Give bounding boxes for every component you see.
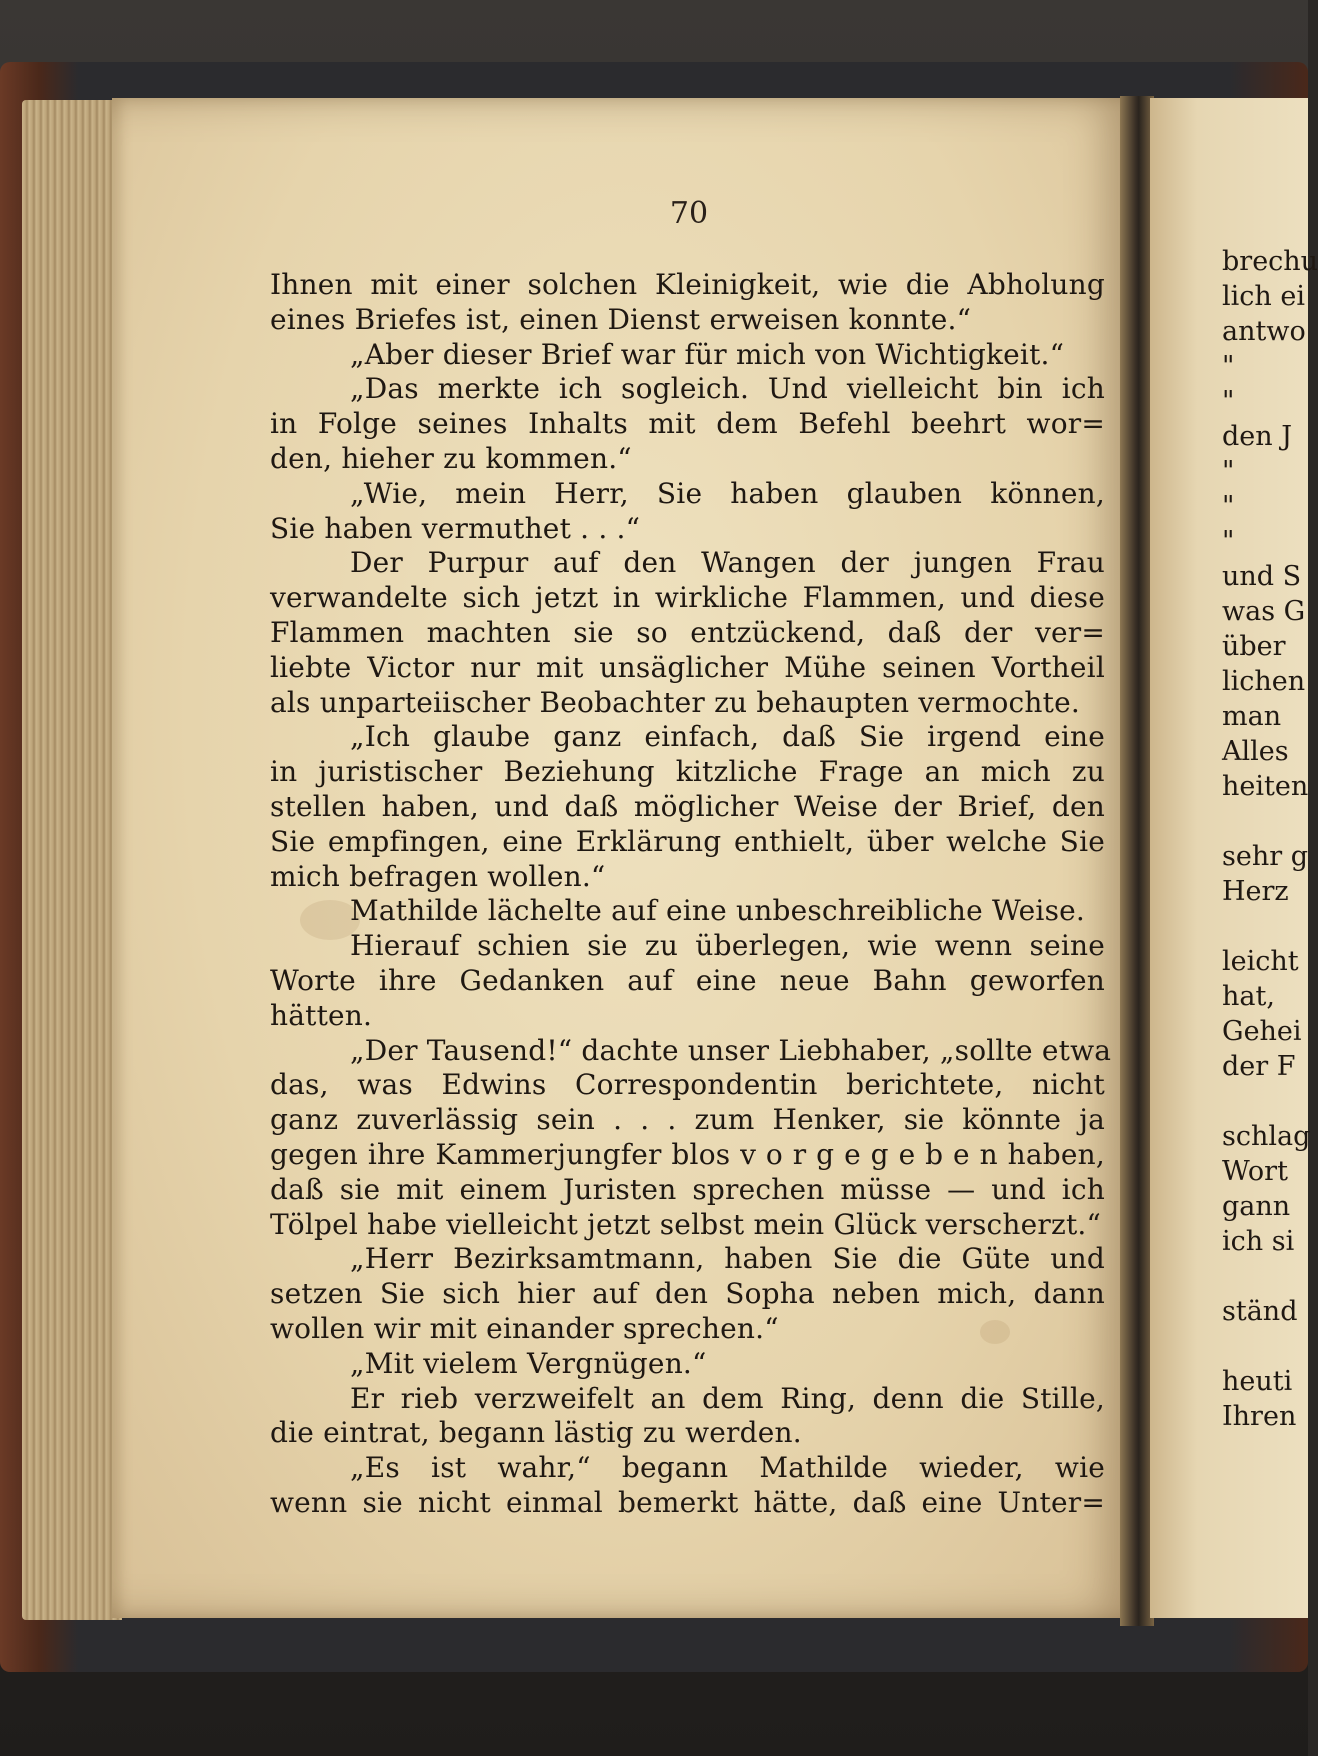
right-page-line bbox=[1222, 909, 1312, 944]
right-page-line: " bbox=[1222, 386, 1235, 417]
right-page-line: brechu bbox=[1222, 246, 1318, 277]
right-page-line bbox=[1222, 1259, 1312, 1294]
right-page-line: sehr g bbox=[1222, 841, 1308, 872]
right-page-line: gann bbox=[1222, 1191, 1291, 1222]
text-line: „Mit vielem Vergnügen.“ bbox=[350, 1346, 707, 1380]
right-page-line: über bbox=[1222, 631, 1286, 662]
text-line: ganz zuverlässig sein . . . zum Henker, sie könnte ja bbox=[270, 1103, 1105, 1137]
text-line: daß sie mit einem Juristen sprechen müsse — und ich bbox=[270, 1172, 1105, 1206]
text-line: Sie empfingen, eine Erklärung enthielt, über welche Sie bbox=[270, 824, 1105, 858]
right-page-text-fragments bbox=[1222, 244, 1318, 1434]
right-page-line: was G bbox=[1222, 596, 1306, 627]
text-line: setzen Sie sich hier auf den Sopha neben mich, dann bbox=[270, 1277, 1105, 1311]
text-line: gegen ihre Kammerjungfer blos v o r g e g e b e n haben, bbox=[270, 1137, 1105, 1171]
right-page-line: Alles bbox=[1222, 736, 1289, 767]
text-line: in Folge seines Inhalts mit dem Befehl beehrt wor= bbox=[270, 407, 1105, 441]
right-page-line: ständ bbox=[1222, 1296, 1298, 1327]
right-page-line: heuti bbox=[1222, 1366, 1293, 1397]
text-line: hätten. bbox=[270, 998, 373, 1032]
right-page-line: Wort bbox=[1222, 1156, 1288, 1187]
right-page-line: lich ei bbox=[1222, 281, 1305, 312]
text-line: stellen haben, und daß möglicher Weise der Brief, den bbox=[270, 789, 1105, 823]
left-page-text bbox=[270, 268, 1112, 1521]
text-line: Hierauf schien sie zu überlegen, wie wenn seine bbox=[350, 929, 1105, 963]
page-number: 70 bbox=[669, 196, 709, 231]
text-line: „Es ist wahr,“ begann Mathilde wieder, wie bbox=[350, 1451, 1105, 1485]
right-page-line: ich si bbox=[1222, 1226, 1295, 1257]
text-line: wollen wir mit einander sprechen.“ bbox=[270, 1311, 779, 1345]
right-page-line: " bbox=[1222, 456, 1235, 487]
right-page-line bbox=[1222, 804, 1312, 839]
right-page-line: " bbox=[1222, 526, 1235, 557]
text-line: mich befragen wollen.“ bbox=[270, 859, 606, 893]
right-page-line bbox=[1222, 1329, 1312, 1364]
right-page-line: " bbox=[1222, 491, 1235, 522]
text-line: Worte ihre Gedanken auf eine neue Bahn geworfen bbox=[270, 963, 1105, 997]
right-page-line: " bbox=[1222, 351, 1235, 382]
right-page-line: antwo bbox=[1222, 316, 1306, 347]
text-line: in juristischer Beziehung kitzliche Frage an mich zu bbox=[270, 755, 1105, 789]
right-page-line: und S bbox=[1222, 561, 1302, 592]
text-line: Ihnen mit einer solchen Kleinigkeit, wie die Abholung bbox=[270, 268, 1105, 301]
page-edges bbox=[22, 100, 122, 1620]
text-line: das, was Edwins Correspondentin berichtete, nicht bbox=[270, 1068, 1105, 1102]
right-page-line: lichen bbox=[1222, 666, 1306, 697]
text-line: verwandelte sich jetzt in wirkliche Flammen, und diese bbox=[270, 581, 1105, 615]
text-line: liebte Victor nur mit unsäglicher Mühe seinen Vortheil bbox=[270, 650, 1105, 684]
text-line: die eintrat, begann lästig zu werden. bbox=[270, 1416, 802, 1450]
right-page-line: Herz bbox=[1222, 876, 1289, 907]
text-line: „Herr Bezirksamtmann, haben Sie die Güte und bbox=[350, 1242, 1105, 1276]
text-line: Der Purpur auf den Wangen der jungen Frau bbox=[350, 546, 1105, 580]
right-page-line: Ihren bbox=[1222, 1401, 1297, 1432]
text-line: als unparteiischer Beobachter zu behaupten vermochte. bbox=[270, 685, 1080, 719]
text-line: Sie haben vermuthet . . .“ bbox=[270, 511, 641, 545]
text-line: „Der Tausend!“ dachte unser Liebhaber, „sollte etwa bbox=[350, 1033, 1112, 1067]
right-page-line bbox=[1222, 1084, 1312, 1119]
text-line: „Aber dieser Brief war für mich von Wichtigkeit.“ bbox=[350, 337, 1065, 371]
text-line: „Ich glaube ganz einfach, daß Sie irgend eine bbox=[350, 720, 1105, 754]
right-page-line: den J bbox=[1222, 421, 1293, 452]
text-line: „Das merkte ich sogleich. Und vielleicht bin ich bbox=[350, 372, 1105, 406]
text-line: Flammen machten sie so entzückend, daß der ver= bbox=[270, 615, 1105, 649]
text-line: den, hieher zu kommen.“ bbox=[270, 441, 632, 475]
right-page-line: der F bbox=[1222, 1051, 1296, 1082]
right-page-line: hat, bbox=[1222, 981, 1275, 1012]
right-page-line: leicht bbox=[1222, 946, 1299, 977]
text-line: Mathilde lächelte auf eine unbeschreibliche Weise. bbox=[350, 894, 1086, 928]
right-page-line: heiten bbox=[1222, 771, 1309, 802]
text-line: Er rieb verzweifelt an dem Ring, denn die Stille, bbox=[350, 1381, 1105, 1415]
text-line: wenn sie nicht einmal bemerkt hätte, daß eine Unter= bbox=[270, 1485, 1105, 1519]
right-page-line: schlag bbox=[1222, 1121, 1311, 1152]
right-page-line: man bbox=[1222, 701, 1282, 732]
text-line: eines Briefes ist, einen Dienst erweisen konnte.“ bbox=[270, 302, 972, 336]
text-line: „Wie, mein Herr, Sie haben glauben können, bbox=[350, 476, 1105, 510]
text-line: Tölpel habe vielleicht jetzt selbst mein Glück verscherzt.“ bbox=[270, 1207, 1102, 1241]
book-gutter bbox=[1120, 96, 1154, 1626]
right-page-line: Gehei bbox=[1222, 1016, 1302, 1047]
